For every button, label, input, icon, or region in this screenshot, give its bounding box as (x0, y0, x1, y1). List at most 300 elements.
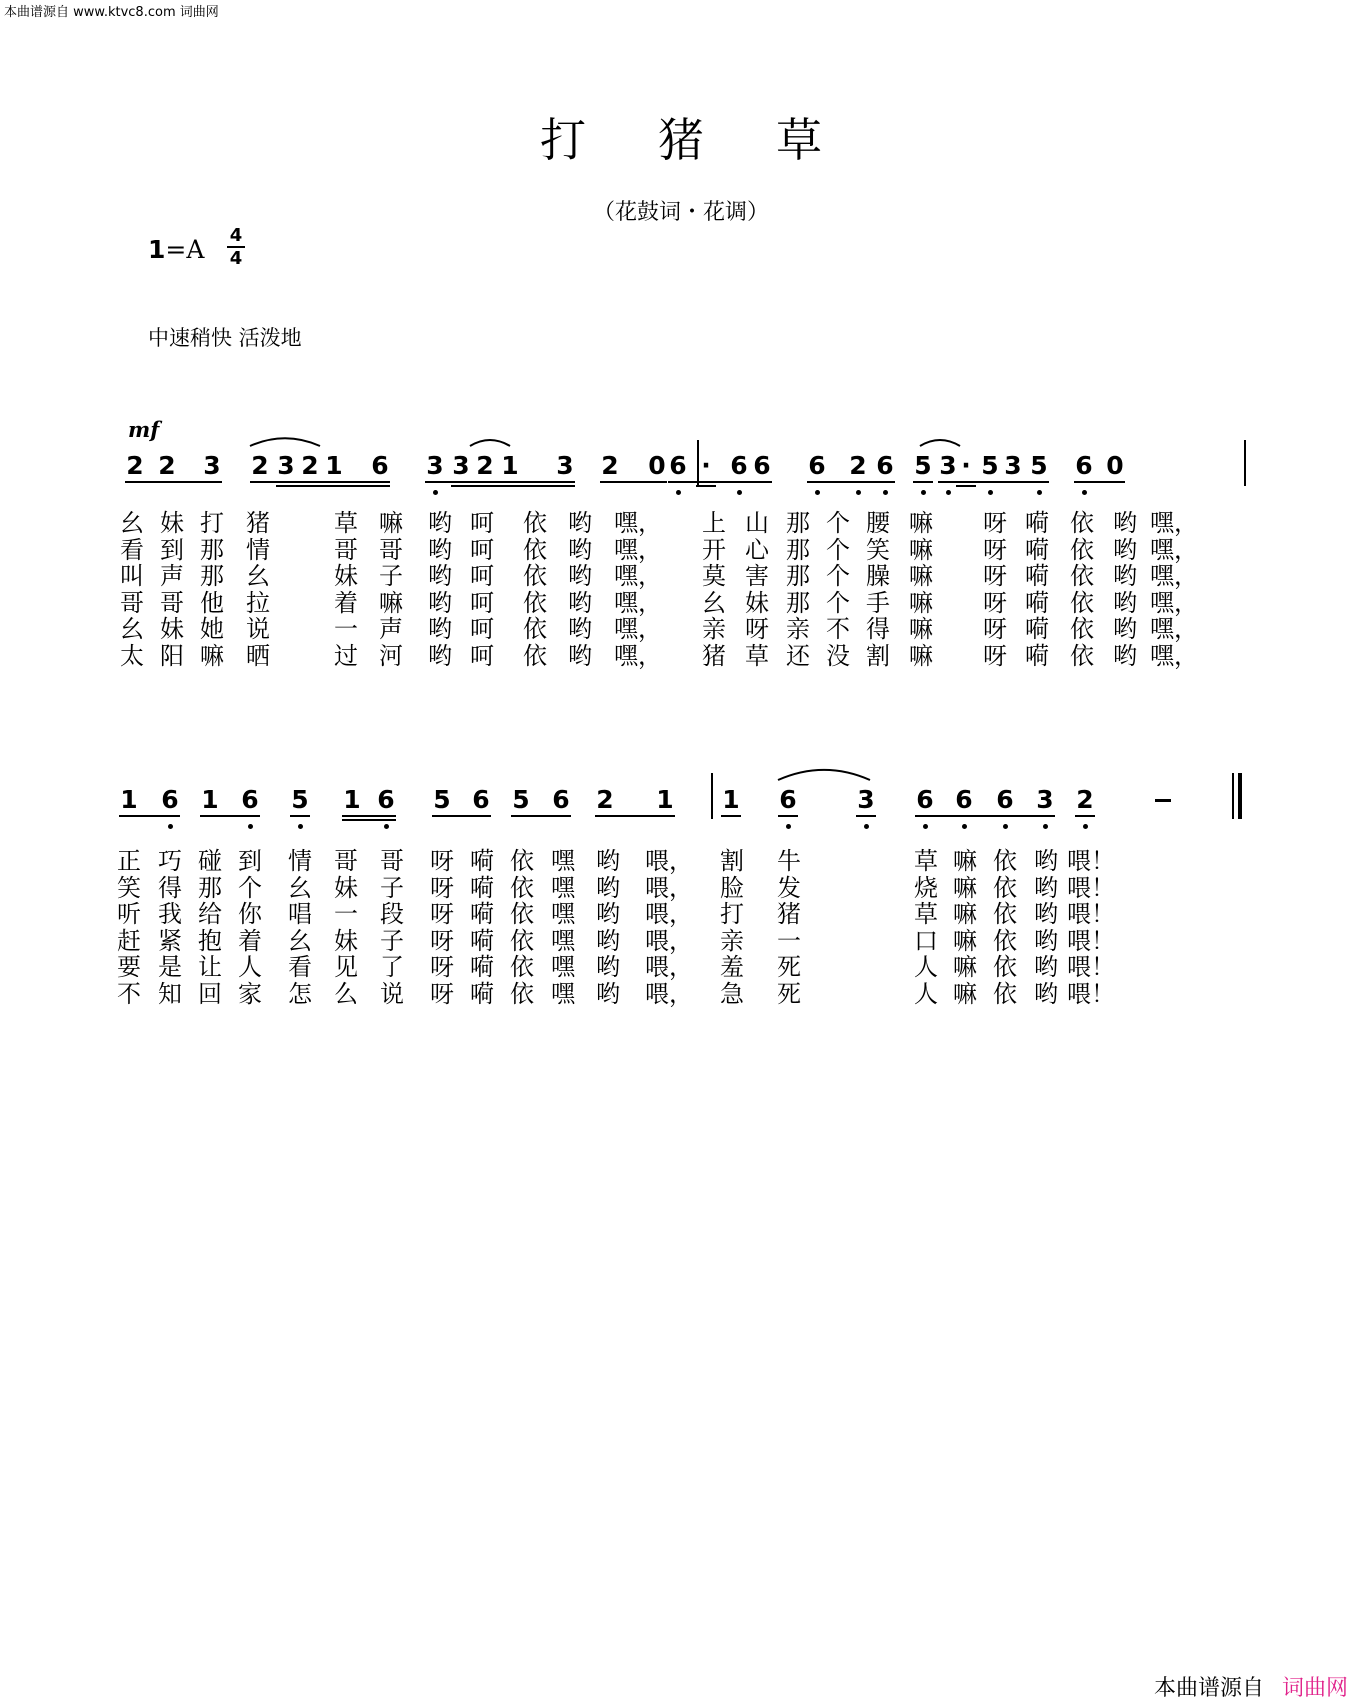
lyric-syllable: 嘛 (953, 900, 977, 928)
lyric-syllable: 依 (510, 900, 534, 928)
lyric-syllable: 喂！ (1067, 979, 1115, 1008)
note: 0 (1106, 451, 1124, 480)
lyric-syllable: 那 (200, 535, 224, 564)
note: 5 (291, 785, 309, 814)
lyric-syllable: 脸 (720, 873, 744, 902)
lyric-syllable: 唱 (288, 900, 312, 928)
lyric-syllable: 草 (334, 509, 358, 537)
lyric-syllable: 依 (993, 953, 1017, 981)
lyric-syllable: 嘛 (953, 847, 977, 875)
lyric-syllable: 嗬 (1025, 615, 1049, 643)
note: 5 (1030, 451, 1048, 480)
lyric-syllable: 呀 (430, 979, 454, 1008)
lyric-syllable: 哟 (596, 873, 620, 902)
lyric-syllable: 哟 (1113, 535, 1137, 564)
lyric-syllable: 嘿 (551, 953, 575, 981)
note: 6 (1075, 451, 1093, 480)
lyric-syllable: 嘿， (614, 562, 662, 590)
note: 6 (916, 785, 934, 814)
note: 1 (501, 451, 519, 480)
lyric-syllable: 段 (380, 900, 404, 928)
note: 3 (857, 785, 875, 814)
lyric-syllable: 阳 (160, 641, 184, 670)
lyric-syllable: 猪 (246, 509, 270, 537)
lyric-syllable: 嘛 (379, 509, 403, 537)
lyric-syllable: 哟 (1113, 615, 1137, 643)
lyric-syllable: 怎 (288, 979, 312, 1008)
lyric-syllable: 哥 (160, 588, 184, 617)
lyric-syllable: 喂， (645, 847, 693, 875)
note: 2 (476, 451, 494, 480)
lyric-syllable: 哥 (334, 535, 358, 564)
lyric-syllable: 哟 (428, 641, 452, 670)
lyric-syllable: 让 (198, 953, 222, 981)
note: 3 (277, 451, 295, 480)
lyric-syllable: 嘿， (1150, 615, 1198, 643)
lyric-syllable: 嘿， (614, 615, 662, 643)
lyric-syllable: 呀 (430, 953, 454, 981)
note: 5 (512, 785, 530, 814)
lyric-syllable: 哟 (1113, 562, 1137, 590)
lyric-syllable: 拉 (246, 588, 270, 617)
lyric-syllable: 依 (1070, 615, 1094, 643)
lyric-syllable: 依 (1070, 509, 1094, 537)
lyric-syllable: 情 (246, 535, 270, 564)
lyric-syllable: 嘿 (551, 926, 575, 955)
lyric-syllable: 依 (993, 900, 1017, 928)
lyric-syllable: 嘿 (551, 873, 575, 902)
note: 3 (556, 451, 574, 480)
lyric-syllable: 嘛 (379, 588, 403, 617)
dynamic-marking: mf (128, 417, 160, 442)
lyric-syllable: 嘿， (1150, 641, 1198, 670)
lyric-syllable: 呵 (470, 562, 494, 590)
lyric-syllable: 嗬 (1025, 588, 1049, 617)
lyric-syllable: 依 (523, 535, 547, 564)
lyric-syllable: 哟 (1113, 588, 1137, 617)
lyric-syllable: 呵 (470, 588, 494, 617)
lyric-syllable: 喂！ (1067, 873, 1115, 902)
lyric-syllable: 呀 (983, 562, 1007, 590)
lyric-syllable: 巧 (158, 847, 182, 875)
lyric-syllable: 山 (745, 509, 769, 537)
lyric-syllable: 牛 (777, 847, 801, 875)
lyric-syllable: 依 (1070, 588, 1094, 617)
lyric-syllable: 嘛 (909, 588, 933, 617)
note: 3 (939, 451, 957, 480)
note: 1 (656, 785, 674, 814)
lyric-syllable: 嘛 (200, 641, 224, 670)
lyric-syllable: 死 (777, 979, 801, 1008)
lyric-syllable: 那 (198, 873, 222, 902)
note: 1 (325, 451, 343, 480)
lyric-syllable: 依 (510, 953, 534, 981)
note: 6 (371, 451, 389, 480)
note: 5 (433, 785, 451, 814)
key-name: =A (165, 235, 205, 264)
lyric-syllable: 嘿， (1150, 509, 1198, 537)
lyric-syllable: 着 (238, 926, 262, 955)
note: 6 (377, 785, 395, 814)
note: 6 (730, 451, 748, 480)
lyric-syllable: 人 (238, 953, 262, 981)
lyric-syllable: 个 (826, 588, 850, 617)
lyric-syllable: 哥 (120, 588, 144, 617)
lyric-syllable: 幺 (120, 615, 144, 643)
lyric-syllable: 依 (523, 641, 547, 670)
lyric-syllable: 依 (510, 926, 534, 955)
lyric-syllable: 嘛 (909, 535, 933, 564)
lyric-syllable: 那 (786, 535, 810, 564)
lyric-syllable: 打 (200, 509, 224, 537)
lyric-syllable: 个 (826, 509, 850, 537)
lyric-syllable: 声 (379, 615, 403, 643)
lyric-syllable: 妹 (160, 615, 184, 643)
tempo-marking: 中速稍快 活泼地 (148, 326, 302, 350)
note: 3 (203, 451, 221, 480)
note: 6 (779, 785, 797, 814)
lyric-syllable: 嘿 (551, 900, 575, 928)
lyric-syllable: 呵 (470, 615, 494, 643)
lyric-syllable: 哟 (596, 900, 620, 928)
lyric-syllable: 情 (288, 847, 312, 875)
lyric-syllable: 呀 (745, 615, 769, 643)
note: 1 (722, 785, 740, 814)
note: 2 (126, 451, 144, 480)
note: 6 (669, 451, 687, 480)
lyric-syllable: 嘿， (614, 641, 662, 670)
lyric-syllable: 草 (745, 641, 769, 670)
note: 1 (343, 785, 361, 814)
source-header: 本曲谱源自 www.ktvc8.com 词曲网 (4, 5, 219, 20)
lyric-syllable: 人 (914, 953, 938, 981)
note: 2 (1076, 785, 1094, 814)
lyric-syllable: 开 (702, 535, 726, 564)
lyric-syllable: 喂！ (1067, 926, 1115, 955)
lyric-syllable: 妹 (334, 562, 358, 590)
lyric-syllable: 幺 (288, 926, 312, 955)
lyric-syllable: 笑 (866, 535, 890, 564)
lyric-syllable: 嘛 (953, 926, 977, 955)
lyric-syllable: 幺 (288, 873, 312, 902)
lyric-syllable: 哟 (596, 979, 620, 1008)
augmentation-dot: · (961, 451, 971, 480)
time-bottom: 4 (229, 248, 243, 269)
lyric-syllable: 手 (866, 588, 890, 617)
lyric-syllable: 呀 (983, 641, 1007, 670)
lyric-syllable: 上 (702, 509, 726, 537)
lyric-syllable: 烧 (914, 873, 938, 902)
note: 6 (753, 451, 771, 480)
lyric-syllable: 嘛 (909, 509, 933, 537)
lyric-syllable: 个 (826, 562, 850, 590)
lyric-syllable: 喂， (645, 979, 693, 1008)
lyric-syllable: 笑 (117, 873, 141, 902)
lyric-syllable: 嘿， (614, 535, 662, 564)
note: 5 (981, 451, 999, 480)
lyric-syllable: 依 (993, 873, 1017, 902)
lyric-syllable: 急 (720, 979, 744, 1008)
lyric-syllable: 依 (993, 979, 1017, 1008)
lyric-syllable: 是 (158, 953, 182, 981)
lyric-syllable: 哥 (334, 847, 358, 875)
lyric-syllable: 那 (200, 562, 224, 590)
lyric-syllable: 嘛 (953, 979, 977, 1008)
lyric-syllable: 正 (117, 847, 141, 875)
note: 2 (158, 451, 176, 480)
lyric-syllable: 过 (334, 641, 358, 670)
lyric-syllable: 哟 (568, 562, 592, 590)
lyric-syllable: 一 (777, 926, 801, 955)
lyric-syllable: 哥 (379, 535, 403, 564)
note: 6 (241, 785, 259, 814)
lyric-syllable: 嗬 (470, 953, 494, 981)
lyric-syllable: 幺 (120, 509, 144, 537)
note: 6 (955, 785, 973, 814)
lyric-syllable: 河 (379, 641, 403, 670)
lyric-syllable: 太 (120, 641, 144, 670)
lyric-syllable: 个 (238, 873, 262, 902)
lyric-syllable: 依 (993, 847, 1017, 875)
note: 5 (914, 451, 932, 480)
note: 3 (426, 451, 444, 480)
lyric-syllable: 哟 (568, 641, 592, 670)
lyric-syllable: 依 (523, 615, 547, 643)
lyric-syllable: 嘿， (614, 509, 662, 537)
note: 6 (808, 451, 826, 480)
lyric-syllable: 赶 (117, 926, 141, 955)
source-footer (1154, 1671, 1348, 1702)
note: 2 (849, 451, 867, 480)
lyric-syllable: 嘛 (909, 562, 933, 590)
slur (470, 440, 510, 446)
note: 2 (251, 451, 269, 480)
note: 6 (996, 785, 1014, 814)
note: 2 (301, 451, 319, 480)
lyric-syllable: 一 (334, 615, 358, 643)
footer-source-label: 本曲谱源自 (1153, 1676, 1264, 1701)
note: 6 (552, 785, 570, 814)
lyric-syllable: 要 (117, 953, 141, 981)
lyric-syllable: 妹 (334, 926, 358, 955)
lyric-syllable: 嘛 (909, 641, 933, 670)
note: 2 (596, 785, 614, 814)
lyric-syllable: 呀 (983, 509, 1007, 537)
lyric-syllable: 嗬 (1025, 641, 1049, 670)
note: 3 (1004, 451, 1022, 480)
lyric-syllable: 莫 (702, 562, 726, 590)
key-tonic: 1 (148, 235, 166, 264)
lyric-syllable: 口 (914, 926, 938, 955)
lyric-syllable: 依 (993, 926, 1017, 955)
lyric-syllable: 哟 (1034, 847, 1058, 875)
lyric-syllable: 子 (379, 562, 403, 590)
lyric-syllable: 嘿， (1150, 535, 1198, 564)
lyric-syllable: 我 (158, 900, 182, 928)
lyric-syllable: 呀 (983, 588, 1007, 617)
lyric-syllable: 看 (288, 953, 312, 981)
lyric-syllable: 哟 (428, 535, 452, 564)
lyric-syllable: 不 (826, 615, 850, 643)
note: 1 (201, 785, 219, 814)
lyric-syllable: 羞 (720, 953, 744, 981)
lyric-syllable: 呀 (983, 535, 1007, 564)
note: 2 (601, 451, 619, 480)
lyric-syllable: 哟 (1034, 953, 1058, 981)
lyric-syllable: 哟 (568, 509, 592, 537)
augmentation-dot: · (701, 451, 711, 480)
note: 6 (876, 451, 894, 480)
lyric-syllable: 不 (117, 979, 141, 1008)
lyric-syllable: 哟 (1034, 873, 1058, 902)
lyric-syllable: 嗬 (1025, 535, 1049, 564)
lyric-syllable: 嘿 (551, 979, 575, 1008)
lyric-syllable: 哟 (568, 615, 592, 643)
lyric-syllable: 依 (523, 588, 547, 617)
lyric-syllable: 草 (914, 900, 938, 928)
lyric-syllable: 没 (826, 641, 850, 670)
lyric-syllable: 听 (117, 900, 141, 928)
lyric-syllable: 知 (158, 979, 182, 1008)
lyric-syllable: 依 (523, 509, 547, 537)
lyric-syllable: 子 (380, 873, 404, 902)
lyric-syllable: 嗬 (470, 979, 494, 1008)
note: 0 (648, 451, 666, 480)
lyric-syllable: 呵 (470, 641, 494, 670)
lyric-syllable: 嗬 (1025, 509, 1049, 537)
lyric-syllable: 臊 (866, 562, 890, 590)
lyric-syllable: 死 (777, 953, 801, 981)
lyric-syllable: 依 (1070, 641, 1094, 670)
slur (250, 438, 320, 446)
lyric-syllable: 么 (334, 979, 358, 1008)
lyric-syllable: 哟 (1113, 641, 1137, 670)
lyric-syllable: 到 (160, 535, 184, 564)
lyric-syllable: 给 (198, 900, 222, 928)
lyric-syllable: 哟 (1034, 900, 1058, 928)
lyric-syllable: 哟 (1113, 509, 1137, 537)
lyric-syllable: 晒 (246, 641, 270, 670)
lyric-syllable: 哥 (380, 847, 404, 875)
lyric-syllable: 嗬 (470, 926, 494, 955)
lyric-syllable: 喂， (645, 873, 693, 902)
lyric-syllable: 哟 (1034, 926, 1058, 955)
lyric-syllable: 嗬 (470, 873, 494, 902)
lyric-syllable: 呵 (470, 509, 494, 537)
lyric-syllable: 喂， (645, 900, 693, 928)
note: 6 (472, 785, 490, 814)
lyric-syllable: 呀 (430, 900, 454, 928)
lyric-syllable: 妹 (160, 509, 184, 537)
lyric-syllable: 依 (510, 873, 534, 902)
lyric-syllable: 嗬 (1025, 562, 1049, 590)
song-subtitle: （花鼓词・花调） (592, 200, 769, 225)
lyric-syllable: 得 (866, 615, 890, 643)
lyric-syllable: 嘛 (909, 615, 933, 643)
lyric-syllable: 依 (510, 979, 534, 1008)
lyric-syllable: 喂， (645, 953, 693, 981)
lyric-syllable: 喂， (645, 926, 693, 955)
lyric-syllable: 亲 (702, 615, 726, 643)
lyric-syllable: 呀 (430, 873, 454, 902)
note: 3 (452, 451, 470, 480)
lyric-syllable: 得 (158, 873, 182, 902)
lyric-syllable: 幺 (246, 562, 270, 590)
lyric-syllable: 喂！ (1067, 953, 1115, 981)
lyric-syllable: 打 (720, 900, 744, 928)
lyric-syllable: 到 (238, 847, 262, 875)
lyric-syllable: 那 (786, 562, 810, 590)
lyric-syllable: 还 (786, 641, 810, 670)
lyric-syllable: 说 (380, 979, 404, 1008)
lyric-syllable: 割 (866, 641, 890, 670)
note: 1 (120, 785, 138, 814)
slur (920, 440, 960, 446)
lyric-syllable: 叫 (120, 562, 144, 590)
lyric-syllable: 心 (745, 535, 769, 564)
lyric-syllable: 回 (198, 979, 222, 1008)
lyric-syllable: 呵 (470, 535, 494, 564)
lyric-syllable: 家 (238, 979, 262, 1008)
lyric-syllable: 哟 (428, 509, 452, 537)
lyric-syllable: 亲 (786, 615, 810, 643)
lyric-syllable: 哟 (568, 535, 592, 564)
lyric-syllable: 哟 (428, 588, 452, 617)
lyric-syllable: 嘿， (1150, 562, 1198, 590)
lyric-syllable: 说 (246, 615, 270, 643)
lyric-syllable: 人 (914, 979, 938, 1008)
lyric-syllable: 发 (777, 873, 801, 902)
lyric-syllable: 依 (523, 562, 547, 590)
note: 3 (1036, 785, 1054, 814)
lyric-syllable: 喂！ (1067, 900, 1115, 928)
lyric-syllable: 子 (380, 926, 404, 955)
lyric-syllable: 嘛 (953, 953, 977, 981)
lyric-syllable: 着 (334, 588, 358, 617)
lyric-syllable: 她 (200, 615, 224, 643)
lyric-syllable: 哟 (428, 615, 452, 643)
lyric-syllable: 哟 (596, 847, 620, 875)
note: 6 (161, 785, 179, 814)
lyric-syllable: 抱 (198, 926, 222, 955)
lyric-syllable: 那 (786, 588, 810, 617)
lyric-syllable: 幺 (702, 588, 726, 617)
lyric-syllable: 腰 (866, 509, 890, 537)
lyric-syllable: 他 (200, 588, 224, 617)
lyric-syllable: 看 (120, 535, 144, 564)
lyric-syllable: 你 (238, 900, 262, 928)
lyric-syllable: 哟 (596, 926, 620, 955)
lyric-syllable: 紧 (158, 926, 182, 955)
lyric-syllable: 草 (914, 847, 938, 875)
lyric-syllable: 见 (334, 953, 358, 981)
lyric-syllable: 嘿， (1150, 588, 1198, 617)
lyric-syllable: 依 (510, 847, 534, 875)
lyric-syllable: 妹 (745, 588, 769, 617)
lyric-syllable: 哟 (1034, 979, 1058, 1008)
lyric-syllable: 嗬 (470, 847, 494, 875)
slur (778, 770, 870, 780)
lyric-syllable: 依 (1070, 535, 1094, 564)
lyric-syllable: 嗬 (470, 900, 494, 928)
lyric-syllable: 嘛 (953, 873, 977, 902)
lyric-syllable: 割 (720, 847, 744, 875)
time-top: 4 (229, 225, 243, 246)
lyric-syllable: 声 (160, 562, 184, 590)
lyric-syllable: 嘿 (551, 847, 575, 875)
lyric-syllable: 了 (380, 953, 404, 981)
lyric-syllable: 哟 (428, 562, 452, 590)
